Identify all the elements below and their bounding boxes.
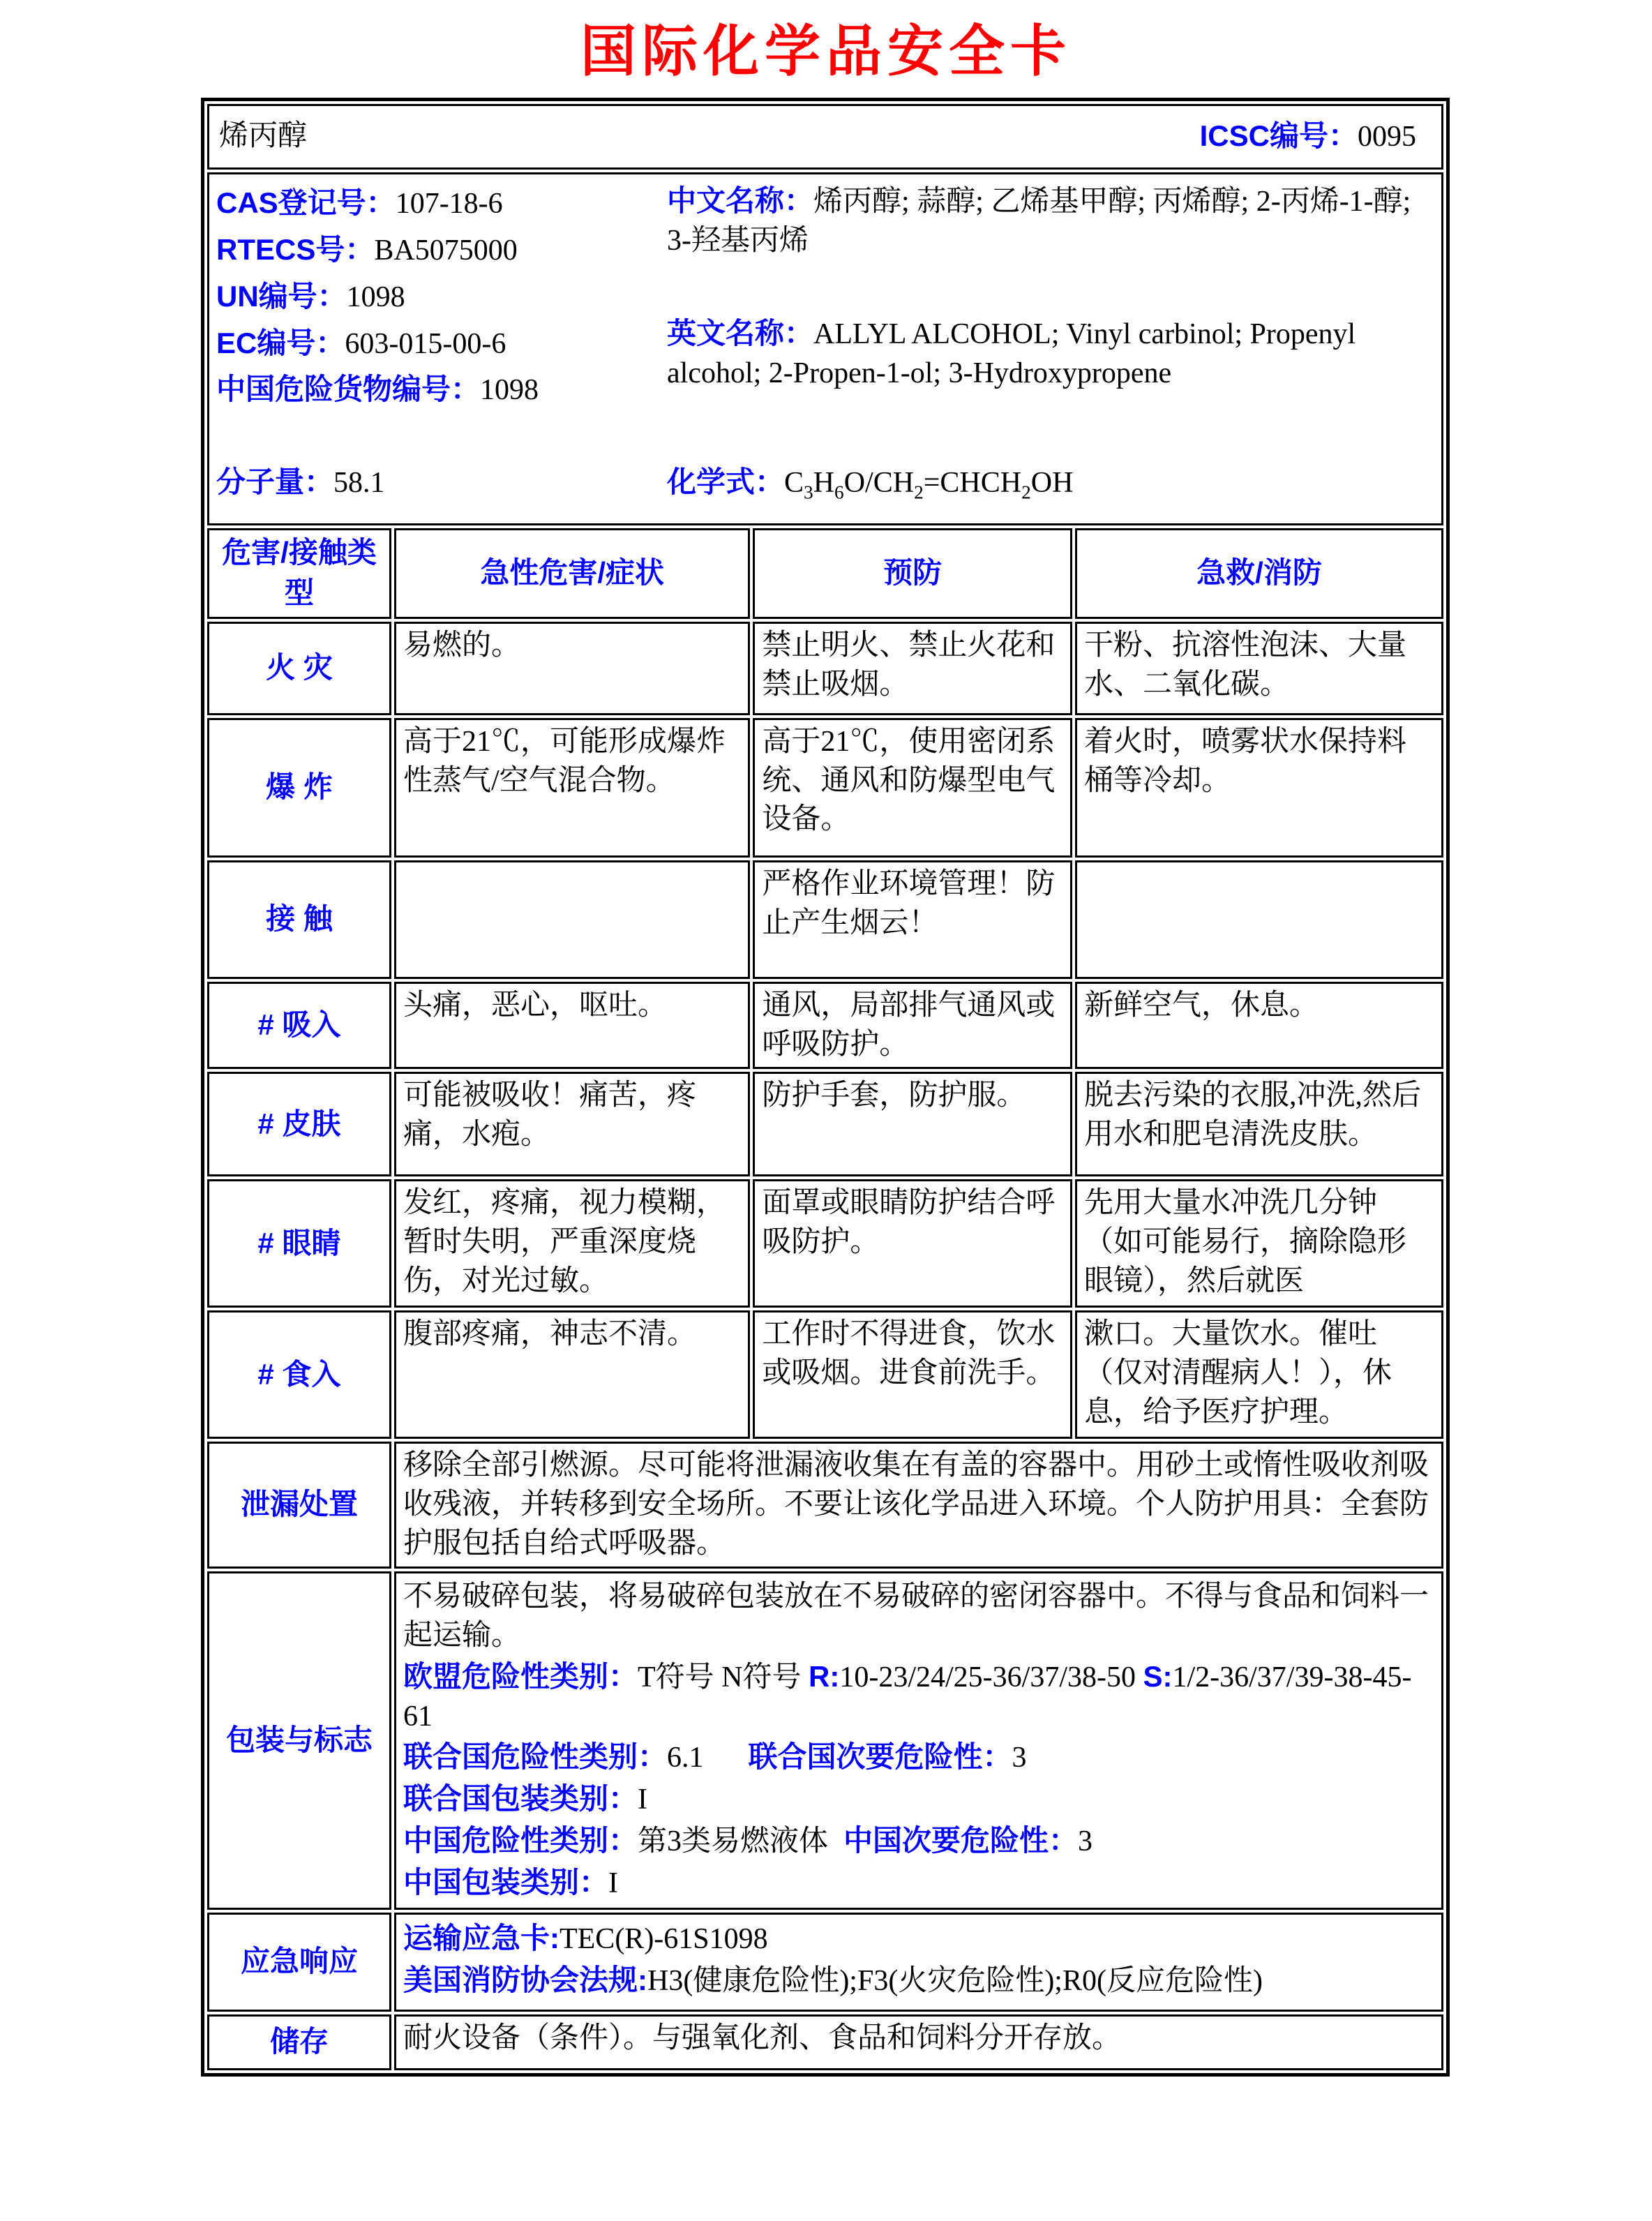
hazard-row-contact bbox=[207, 860, 1443, 979]
spill-disposal-cell: 移除全部引燃源。尽可能将泄漏液收集在有盖的容器中。用砂土或惰性吸收剂吸收残液，并转移到安全场所。不要让该化学品进入环境。个人防护用具：全套防护服包括自给式呼吸器。 bbox=[394, 1442, 1443, 1569]
skin-firstaid-cell: 脱去污染的衣服,冲洗,然后用水和肥皂清洗皮肤。 bbox=[1075, 1072, 1443, 1176]
explosion-firstaid-cell: 着火时，喷雾状水保持料桶等冷却。 bbox=[1075, 718, 1443, 858]
hazard-row-inhalation bbox=[207, 982, 1443, 1070]
english-name-line: 英文名称：ALLYL ALCOHOL; Vinyl carbinol; Propenyl alcohol; 2-Propen-1-ol; 3-Hydroxypropene bbox=[667, 316, 1356, 389]
row-label-fire: 火 灾 bbox=[207, 622, 391, 715]
identification-row bbox=[207, 172, 1443, 525]
hazard-row-skin bbox=[207, 1072, 1443, 1176]
un-classification-line: 联合国危险性类别：6.1 联合国次要危险性：3 bbox=[403, 1740, 1027, 1774]
fire-firstaid-cell: 干粉、抗溶性泡沫、大量水、二氧化碳。 bbox=[1075, 622, 1443, 715]
eyes-firstaid-cell: 先用大量水冲洗几分钟（如可能易行，摘除隐形眼镜），然后就医 bbox=[1075, 1179, 1443, 1308]
hazard-row-eyes bbox=[207, 1179, 1443, 1308]
emergency-response-cell bbox=[394, 1913, 1443, 2012]
row-label-explosion: 爆 炸 bbox=[207, 718, 391, 858]
inhalation-prevention-cell: 通风，局部排气通风或呼吸防护。 bbox=[753, 982, 1072, 1070]
ingestion-hazard-cell: 腹部疼痛，神志不清。 bbox=[394, 1310, 750, 1439]
hazard-row-explosion bbox=[207, 718, 1443, 858]
icsc-card-table bbox=[201, 98, 1450, 2077]
row-label-packaging: 包装与标志 bbox=[207, 1571, 391, 1910]
un-packing-group-line: 联合国包装类别：I bbox=[403, 1782, 648, 1816]
packaging-labelling-cell bbox=[394, 1571, 1443, 1910]
molecular-weight-line: 分子量：58.1 bbox=[216, 465, 385, 500]
transport-emergency-card-line: 运输应急卡:TEC(R)-61S1098 bbox=[403, 1921, 768, 1955]
inhalation-hazard-cell: 头痛，恶心，呕吐。 bbox=[394, 982, 750, 1070]
row-label-storage: 储存 bbox=[207, 2014, 391, 2070]
storage-row bbox=[207, 2014, 1443, 2070]
fire-hazard-cell: 易燃的。 bbox=[394, 622, 750, 715]
explosion-prevention-cell: 高于21℃，使用密闭系统、通风和防爆型电气设备。 bbox=[753, 718, 1072, 858]
emergency-response-row bbox=[207, 1913, 1443, 2012]
chemical-formula-line: 化学式：$C_3H_6O/CH_2=CHCH_2OH$ bbox=[667, 465, 1074, 503]
page-title: 国际化学品安全卡 bbox=[580, 20, 1072, 82]
cn-classification-line: 中国危险性类别：第3类易燃液体 中国次要危险性：3 bbox=[403, 1824, 1093, 1858]
nfpa-code-line: 美国消防协会法规:H3(健康危险性);F3(火灾危险性);R0(反应危险性) bbox=[403, 1963, 1263, 1997]
hazard-row-ingestion bbox=[207, 1310, 1443, 1439]
contact-hazard-cell bbox=[394, 860, 750, 979]
registry-numbers-block bbox=[216, 177, 667, 417]
row-label-eyes: # 眼睛 bbox=[207, 1179, 391, 1308]
eyes-prevention-cell: 面罩或眼睛防护结合呼吸防护。 bbox=[753, 1179, 1072, 1308]
explosion-hazard-cell: 高于21℃，可能形成爆炸性蒸气/空气混合物。 bbox=[394, 718, 750, 858]
header-acute-hazard: 急性危害/症状 bbox=[394, 528, 750, 619]
icsc-number-label: ICSC编号： bbox=[1199, 119, 1358, 153]
identification-cell bbox=[207, 172, 1443, 525]
row-label-ingestion: # 食入 bbox=[207, 1310, 391, 1439]
packaging-intro: 不易破碎包装，将易破碎包装放在不易破碎的密闭容器中。不得与食品和饲料一起运输。 bbox=[403, 1580, 1429, 1652]
substance-name: 烯丙醇 bbox=[219, 120, 308, 153]
row-label-emergency: 应急响应 bbox=[207, 1913, 391, 2012]
eu-classification-line: 欧盟危险性类别：T符号 N符号 R:10-23/24/25-36/37/38-50 S:1/2-36/37/39-38-45-61 bbox=[403, 1659, 1412, 1733]
substance-header-row bbox=[207, 104, 1443, 170]
hazard-row-fire bbox=[207, 622, 1443, 715]
skin-hazard-cell: 可能被吸收！痛苦，疼痛，水疱。 bbox=[394, 1072, 750, 1176]
contact-firstaid-cell bbox=[1075, 860, 1443, 979]
cn-packing-group-line: 中国包装类别：I bbox=[403, 1866, 619, 1900]
substance-header-cell bbox=[207, 104, 1443, 170]
spill-disposal-row bbox=[207, 1442, 1443, 1569]
un-number-line: UN编号：1098 bbox=[216, 279, 405, 313]
names-block bbox=[667, 177, 1434, 417]
hazard-header-row bbox=[207, 528, 1443, 619]
chemical-formula: $C_3H_6O/CH_2=CHCH_2OH$ bbox=[784, 467, 1074, 503]
inhalation-firstaid-cell: 新鲜空气，休息。 bbox=[1075, 982, 1443, 1070]
ec-number-line: EC编号：603-015-00-6 bbox=[216, 326, 506, 360]
ingestion-firstaid-cell: 漱口。大量饮水。催吐（仅对清醒病人！），休息，给予医疗护理。 bbox=[1075, 1310, 1443, 1439]
storage-cell: 耐火设备（条件）。与强氧化剂、食品和饲料分开存放。 bbox=[394, 2014, 1443, 2070]
header-prevention: 预防 bbox=[753, 528, 1072, 619]
row-label-contact: 接 触 bbox=[207, 860, 391, 979]
fire-prevention-cell: 禁止明火、禁止火花和禁止吸烟。 bbox=[753, 622, 1072, 715]
chinese-name-line: 中文名称：烯丙醇; 蒜醇; 乙烯基甲醇; 丙烯醇; 2-丙烯-1-醇; 3-羟基丙烯 bbox=[667, 184, 1411, 257]
header-firstaid-firefighting: 急救/消防 bbox=[1075, 528, 1443, 619]
cas-number-line: CAS登记号：107-18-6 bbox=[216, 186, 503, 220]
cn-dangerous-goods-number-line: 中国危险货物编号：1098 bbox=[216, 373, 539, 407]
skin-prevention-cell: 防护手套，防护服。 bbox=[753, 1072, 1072, 1176]
contact-prevention-cell: 严格作业环境管理！防止产生烟云！ bbox=[753, 860, 1072, 979]
icsc-number-value: 0095 bbox=[1358, 121, 1416, 154]
row-label-skin: # 皮肤 bbox=[207, 1072, 391, 1176]
packaging-labelling-row bbox=[207, 1571, 1443, 1910]
header-hazard-type: 危害/接触类型 bbox=[207, 528, 391, 619]
icsc-number bbox=[1200, 117, 1416, 157]
row-label-spill: 泄漏处置 bbox=[207, 1442, 391, 1569]
rtecs-number-line: RTECS号：BA5075000 bbox=[216, 232, 518, 267]
row-label-inhalation: # 吸入 bbox=[207, 982, 391, 1070]
ingestion-prevention-cell: 工作时不得进食，饮水或吸烟。进食前洗手。 bbox=[753, 1310, 1072, 1439]
eyes-hazard-cell: 发红，疼痛，视力模糊，暂时失明，严重深度烧伤，对光过敏。 bbox=[394, 1179, 750, 1308]
